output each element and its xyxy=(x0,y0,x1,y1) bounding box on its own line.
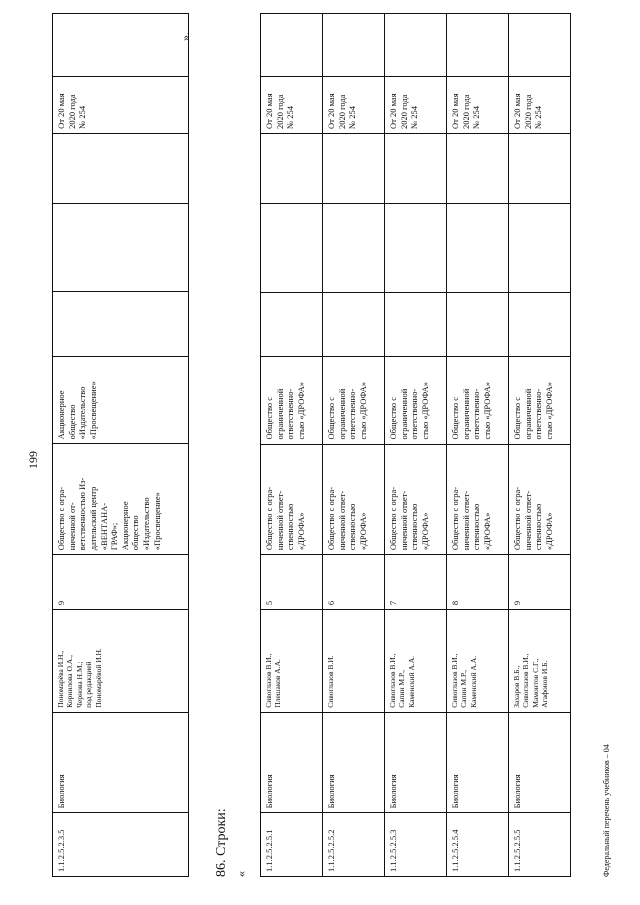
empty-cell xyxy=(447,292,509,357)
row-code: 1.1.2.5.2.3.5 xyxy=(53,812,189,876)
row-publisher: Общество с огра- ниченной ответ- ственностью «ДРОФА» xyxy=(323,444,385,555)
section-heading: 86. Строки: xyxy=(214,807,229,877)
row-publisher: Общество с огра- ниченной ответ- ственностью «ДРОФА» xyxy=(509,444,571,555)
row-grade: 8 xyxy=(447,554,509,609)
row-date: От 20 мая 2020 года № 254 xyxy=(447,76,509,133)
table-row xyxy=(53,13,189,876)
row-authors: Захаров В.Б., Сивоглазов В.И., Мамонтов С.Г., Агафонов И.Б. xyxy=(509,609,571,712)
empty-cell xyxy=(53,133,189,203)
row-publisher: Общество с огра- ниченной от- ветственностью Из- дательский центр «ВЕНТАНА- ГРАФ»; Акционерное общество «Издательство «Просвещение» xyxy=(53,443,189,554)
empty-cell xyxy=(447,13,509,76)
row-subject: Биология xyxy=(53,712,189,813)
row-date: От 20 мая 2020 года № 254 xyxy=(323,76,385,133)
empty-cell xyxy=(385,13,447,76)
table-row xyxy=(385,13,447,876)
row-grade: 9 xyxy=(509,554,571,609)
row-authors: Сивоглазов В.И., Плешаков А.А. xyxy=(261,609,323,712)
row-publisher-2: Общество с ограниченной ответственно- стью «ДРОФА» xyxy=(447,356,509,443)
closing-quote: ». xyxy=(178,31,192,41)
empty-cell xyxy=(53,203,189,291)
row-publisher: Общество с огра- ниченной ответ- ственностью «ДРОФА» xyxy=(261,444,323,555)
top-table xyxy=(52,13,189,877)
empty-cell xyxy=(323,13,385,76)
row-authors: Сивоглазов В.И., Сапин М.Р., Каменский А.А. xyxy=(447,609,509,712)
row-publisher-2: Акционерное общество «Издательство «Просвещение» xyxy=(53,356,189,443)
empty-cell xyxy=(385,292,447,357)
row-date: От 20 мая 2020 года № 254 xyxy=(53,76,189,133)
empty-cell xyxy=(509,292,571,357)
row-subject: Биология xyxy=(509,712,571,813)
row-grade: 5 xyxy=(261,554,323,609)
empty-cell xyxy=(509,203,571,291)
table-row xyxy=(261,13,323,876)
row-publisher-2: Общество с ограниченной ответственно- стью «ДРОФА» xyxy=(323,356,385,443)
empty-cell xyxy=(447,203,509,291)
main-table xyxy=(260,13,571,877)
table-row xyxy=(323,13,385,876)
row-grade: 9 xyxy=(53,554,189,609)
row-code: 1.1.2.5.2.5.5 xyxy=(509,812,571,876)
table-row xyxy=(447,13,509,876)
empty-cell xyxy=(323,203,385,291)
empty-cell xyxy=(261,292,323,357)
row-date: От 20 мая 2020 года № 254 xyxy=(385,76,447,133)
footer-note: Федеральный перечень учебников – 04 xyxy=(602,743,611,877)
row-subject: Биология xyxy=(447,712,509,813)
row-code: 1.1.2.5.2.5.2 xyxy=(323,812,385,876)
empty-cell xyxy=(509,133,571,203)
row-date: От 20 мая 2020 года № 254 xyxy=(261,76,323,133)
empty-cell xyxy=(53,13,189,76)
empty-cell xyxy=(385,203,447,291)
empty-cell xyxy=(385,133,447,203)
row-subject: Биология xyxy=(385,712,447,813)
opening-quote: « xyxy=(234,870,248,877)
row-grade: 6 xyxy=(323,554,385,609)
empty-cell xyxy=(447,133,509,203)
empty-cell xyxy=(323,292,385,357)
row-authors: Сивоглазов В.И., Сапин М.Р., Каменский А.А. xyxy=(385,609,447,712)
row-date: От 20 мая 2020 года № 254 xyxy=(509,76,571,133)
page-number: 199 xyxy=(26,450,40,469)
row-authors: Пономарёва И.Н., Корнилова О.А., Чернова Н.М.; под редакцией Пономарёвой И.Н. xyxy=(53,609,189,712)
empty-cell xyxy=(323,133,385,203)
empty-cell xyxy=(53,291,189,356)
row-grade: 7 xyxy=(385,554,447,609)
rotated-page xyxy=(20,13,620,893)
row-publisher: Общество с огра- ниченной ответ- ственностью «ДРОФА» xyxy=(385,444,447,555)
row-publisher-2: Общество с ограниченной ответственно- стью «ДРОФА» xyxy=(261,356,323,443)
empty-cell xyxy=(261,203,323,291)
row-subject: Биология xyxy=(261,712,323,813)
row-code: 1.1.2.5.2.5.4 xyxy=(447,812,509,876)
row-code: 1.1.2.5.2.5.1 xyxy=(261,812,323,876)
table-row xyxy=(509,13,571,876)
row-subject: Биология xyxy=(323,712,385,813)
row-publisher-2: Общество с ограниченной ответственно- стью «ДРОФА» xyxy=(509,356,571,443)
row-publisher: Общество с огра- ниченной ответ- ственностью «ДРОФА» xyxy=(447,444,509,555)
row-code: 1.1.2.5.2.5.3 xyxy=(385,812,447,876)
row-publisher-2: Общество с ограниченной ответственно- стью «ДРОФА» xyxy=(385,356,447,443)
empty-cell xyxy=(509,13,571,76)
row-authors: Сивоглазов В.И. xyxy=(323,609,385,712)
empty-cell xyxy=(261,133,323,203)
empty-cell xyxy=(261,13,323,76)
